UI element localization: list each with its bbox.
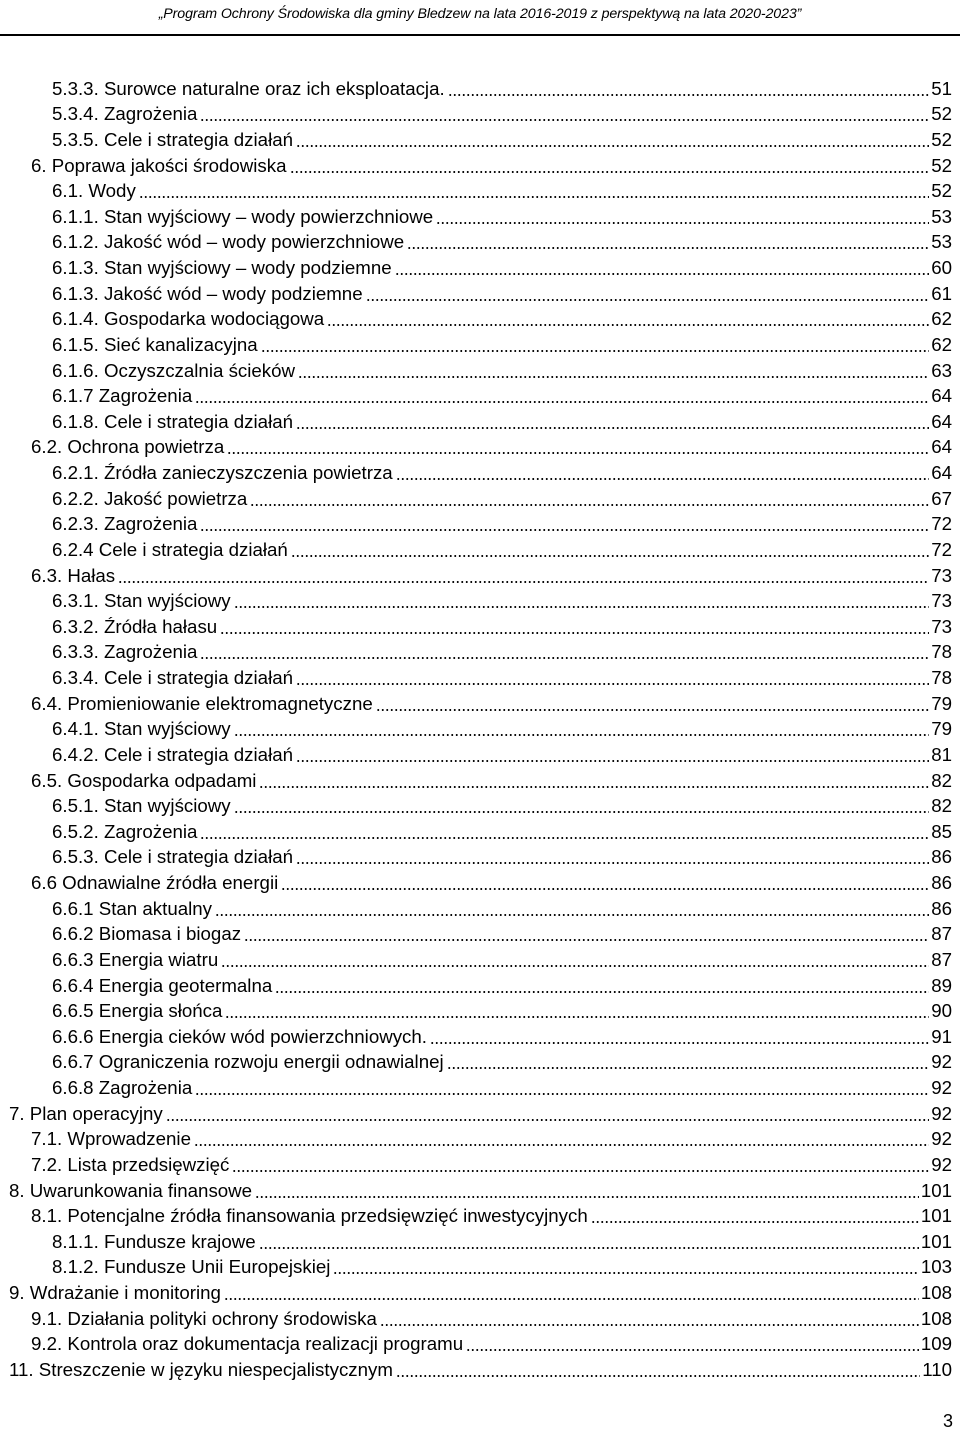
dot-leader (380, 1309, 919, 1327)
toc-entry[interactable] (0, 1304, 960, 1330)
toc-entry-page: 87 (931, 923, 952, 945)
toc-entry[interactable] (0, 1330, 960, 1356)
toc-entry-title: 6.3.3. Zagrożenia (52, 641, 198, 663)
toc-entry-page: 103 (920, 1256, 952, 1278)
toc-entry-page: 62 (931, 333, 952, 355)
toc-entry[interactable] (0, 407, 960, 433)
toc-entry-page: 61 (931, 282, 952, 304)
toc-entry[interactable] (0, 663, 960, 689)
dot-leader (396, 1360, 920, 1378)
toc-entry-page: 101 (920, 1230, 952, 1252)
toc-entry-title: 6.1.8. Cele i strategia działań (52, 410, 294, 432)
toc-entry-title: 6.2.2. Jakość powietrza (52, 487, 248, 509)
toc-entry[interactable] (0, 279, 960, 305)
toc-entry-page: 60 (931, 257, 952, 278)
toc-entry[interactable] (0, 433, 960, 459)
dot-leader (396, 463, 930, 481)
toc-entry-page: 73 (931, 564, 952, 586)
dot-leader (447, 1052, 930, 1070)
toc-entry-page: 78 (931, 667, 952, 688)
dot-leader (225, 1001, 929, 1019)
toc-entry-title: 6.1.7 Zagrożenia (52, 385, 193, 407)
dot-leader (291, 540, 929, 558)
dot-leader (215, 899, 929, 917)
toc-entry[interactable] (0, 535, 960, 561)
toc-entry-page: 86 (931, 846, 952, 868)
toc-entry[interactable] (0, 458, 960, 484)
toc-entry-title: 7.1. Wprowadzenie (31, 1128, 191, 1150)
toc-entry[interactable] (0, 228, 960, 254)
toc-entry-page: 53 (931, 205, 952, 227)
toc-entry-page: 101 (920, 1179, 952, 1201)
toc-entry-page: 87 (931, 948, 952, 970)
toc-entry-page: 78 (931, 641, 952, 663)
dot-leader (224, 1283, 919, 1301)
toc-entry-title: 8. Uwarunkowania finansowe (9, 1179, 253, 1201)
toc-entry[interactable] (0, 792, 960, 818)
toc-entry[interactable] (0, 253, 960, 279)
toc-entry-title: 6.5.1. Stan wyjściowy (52, 795, 231, 817)
dot-leader (234, 719, 930, 737)
toc-entry-title: 11. Streszczenie w języku niespecjalistycznym (9, 1358, 393, 1380)
dot-leader (232, 1155, 929, 1173)
toc-entry-page: 82 (931, 795, 952, 817)
dot-leader (227, 437, 929, 455)
toc-entry-page: 108 (920, 1282, 952, 1303)
toc-entry-page: 86 (931, 897, 952, 919)
dot-leader (194, 1129, 929, 1147)
dot-leader (195, 386, 929, 404)
toc-entry[interactable] (0, 638, 960, 664)
toc-entry-page: 67 (931, 487, 952, 509)
dot-leader (221, 950, 929, 968)
dot-leader (436, 207, 929, 225)
toc-entry-page: 51 (931, 77, 952, 99)
toc-entry-page: 64 (931, 410, 952, 432)
toc-entry-page: 91 (931, 1025, 952, 1047)
dot-leader (118, 566, 929, 584)
toc-entry-page: 64 (931, 436, 952, 458)
dot-leader (448, 79, 930, 97)
toc-entry-title: 6.1.2. Jakość wód – wody powierzchniowe (52, 231, 405, 253)
toc-entry-page: 52 (931, 180, 952, 202)
toc-entry[interactable] (0, 997, 960, 1023)
toc-entry-title: 6.6.3 Energia wiatru (52, 948, 219, 970)
toc-entry[interactable] (0, 484, 960, 510)
toc-entry-page: 79 (931, 692, 952, 714)
toc-entry[interactable] (0, 715, 960, 741)
toc-entry[interactable] (0, 1176, 960, 1202)
dot-leader (259, 1232, 919, 1250)
toc-entry[interactable] (0, 689, 960, 715)
toc-entry-page: 53 (931, 231, 952, 253)
dot-leader (430, 1027, 929, 1045)
dot-leader (220, 617, 929, 635)
dot-leader (296, 130, 929, 148)
dot-leader (244, 924, 929, 942)
toc-entry[interactable] (0, 125, 960, 151)
toc-entry[interactable] (0, 1253, 960, 1279)
toc-entry-title: 6.5.2. Zagrożenia (52, 820, 198, 842)
toc-entry[interactable] (0, 74, 960, 100)
toc-entry-title: 5.3.5. Cele i strategia działań (52, 128, 294, 150)
toc-entry[interactable] (0, 1150, 960, 1176)
toc-entry-title: 8.1.1. Fundusze krajowe (52, 1230, 256, 1252)
dot-leader (275, 976, 929, 994)
dot-leader (333, 1257, 918, 1275)
toc-entry-title: 6.3. Hałas (31, 564, 116, 586)
dot-leader (166, 1104, 929, 1122)
toc-entry[interactable] (0, 1073, 960, 1099)
toc-entry[interactable] (0, 1202, 960, 1228)
toc-entry[interactable] (0, 330, 960, 356)
toc-entry-title: 6.4.2. Cele i strategia działań (52, 743, 294, 765)
toc-entry[interactable] (0, 1278, 960, 1304)
toc-entry[interactable] (0, 740, 960, 766)
toc-entry-page: 81 (931, 743, 952, 765)
toc-entry-page: 92 (931, 1051, 952, 1073)
toc-entry[interactable] (0, 894, 960, 920)
toc-entry-title: 7.2. Lista przedsięwzięć (31, 1153, 230, 1175)
toc-entry-page: 63 (931, 359, 952, 381)
toc-entry-page: 92 (931, 1128, 952, 1150)
toc-entry-title: 6.2.4 Cele i strategia działań (52, 538, 288, 560)
toc-entry-page: 82 (931, 769, 952, 791)
toc-entry[interactable] (0, 356, 960, 382)
dot-leader (234, 591, 930, 609)
toc-entry-title: 6. Poprawa jakości środowiska (31, 154, 287, 176)
toc-entry-page: 52 (931, 103, 952, 125)
toc-entry[interactable] (0, 1125, 960, 1151)
toc-entry-title: 6.1.3. Stan wyjściowy – wody podziemne (52, 257, 392, 278)
toc-entry-page: 64 (931, 385, 952, 407)
toc-entry-title: 7. Plan operacyjny (9, 1102, 163, 1124)
toc-entry[interactable] (0, 100, 960, 126)
toc-entry[interactable] (0, 817, 960, 843)
toc-entry-page: 73 (931, 590, 952, 612)
toc-entry-page: 79 (931, 718, 952, 740)
dot-leader (298, 361, 929, 379)
toc-entry[interactable] (0, 1022, 960, 1048)
toc-entry[interactable] (0, 945, 960, 971)
toc-entry-page: 72 (931, 513, 952, 535)
toc-entry[interactable] (0, 1355, 960, 1381)
toc-entry-title: 6.5. Gospodarka odpadami (31, 769, 257, 791)
toc-entry[interactable] (0, 151, 960, 177)
toc-entry-page: 52 (931, 128, 952, 150)
toc-entry-page: 110 (922, 1358, 952, 1380)
toc-entry-title: 6.6 Odnawialne źródła energii (31, 872, 279, 893)
toc-entry-page: 52 (931, 154, 952, 176)
toc-entry-title: 6.6.4 Energia geotermalna (52, 974, 273, 996)
toc-entry[interactable] (0, 868, 960, 894)
dot-leader (296, 745, 929, 763)
toc-entry-title: 6.1.1. Stan wyjściowy – wody powierzchniowe (52, 205, 434, 227)
toc-entry[interactable] (0, 177, 960, 203)
toc-entry-title: 9. Wdrażanie i monitoring (9, 1282, 221, 1303)
dot-leader (250, 489, 929, 507)
dot-leader (296, 847, 929, 865)
toc-entry-page: 64 (931, 462, 952, 483)
toc-entry[interactable] (0, 971, 960, 997)
page-number: 3 (942, 1411, 953, 1431)
toc-entry-title: 5.3.4. Zagrożenia (52, 103, 198, 125)
dot-leader (195, 1078, 929, 1096)
toc-entry-title: 6.6.2 Biomasa i biogaz (52, 923, 242, 945)
toc-entry[interactable] (0, 1048, 960, 1074)
toc-entry-page: 72 (931, 538, 952, 560)
dot-leader (296, 412, 929, 430)
toc-entry-title: 5.3.3. Surowce naturalne oraz ich eksploatacja. (52, 77, 445, 99)
toc-entry[interactable] (0, 612, 960, 638)
toc-entry-page: 92 (931, 1153, 952, 1175)
toc-entry-page: 92 (931, 1102, 952, 1124)
toc-entry-title: 6.1.6. Oczyszczalnia ścieków (52, 359, 296, 381)
toc-entry-page: 85 (931, 820, 952, 842)
dot-leader (200, 822, 929, 840)
toc-entry-page: 90 (931, 1000, 952, 1022)
toc-entry-title: 9.1. Działania polityki ochrony środowiska (31, 1307, 377, 1329)
toc-entry-page: 62 (931, 308, 952, 330)
toc-entry-title: 6.4. Promieniowanie elektromagnetyczne (31, 692, 373, 714)
toc-entry[interactable] (0, 382, 960, 408)
toc-entry-title: 6.1.4. Gospodarka wodociągowa (52, 308, 325, 330)
header-title: „Program Ochrony Środowiska dla gminy Bledzew na lata 2016-2019 z perspektywą na lata 2020-2023” (158, 6, 802, 22)
toc-entry-title: 6.1. Wody (52, 180, 136, 202)
toc-entry-title: 6.5.3. Cele i strategia działań (52, 846, 294, 868)
toc-entry-title: 6.6.5 Energia słońca (52, 1000, 223, 1022)
toc-entry-title: 6.2. Ochrona powietrza (31, 436, 225, 458)
toc-entry-title: 8.1.2. Fundusze Unii Europejskiej (52, 1256, 331, 1278)
dot-leader (366, 284, 930, 302)
toc-entry-title: 6.3.1. Stan wyjściowy (52, 590, 231, 612)
dot-leader (466, 1334, 919, 1352)
toc-entry[interactable] (0, 561, 960, 587)
dot-leader (261, 335, 930, 353)
toc-entry[interactable] (0, 305, 960, 331)
dot-leader (296, 668, 929, 686)
dot-leader (395, 258, 930, 276)
toc-entry-title: 6.1.3. Jakość wód – wody podziemne (52, 282, 363, 304)
toc-entry-title: 6.6.8 Zagrożenia (52, 1077, 193, 1098)
dot-leader (281, 873, 929, 891)
dot-leader (327, 309, 929, 327)
dot-leader (259, 771, 929, 789)
toc-entry-title: 6.6.7 Ograniczenia rozwoju energii odnawialnej (52, 1051, 444, 1073)
toc-entry-page: 108 (920, 1307, 952, 1329)
dot-leader (255, 1181, 919, 1199)
toc-entry-title: 6.6.1 Stan aktualny (52, 897, 212, 919)
toc-entry-page: 73 (931, 615, 952, 637)
dot-leader (376, 694, 929, 712)
toc-entry-title: 6.2.1. Źródła zanieczyszczenia powietrza (52, 462, 393, 483)
toc-entry-title: 6.6.6 Energia cieków wód powierzchniowych. (52, 1025, 427, 1047)
dot-leader (200, 514, 929, 532)
toc-entry[interactable] (0, 1099, 960, 1125)
toc-entry[interactable] (0, 202, 960, 228)
dot-leader (234, 796, 930, 814)
toc-entry-page: 89 (931, 974, 952, 996)
table-of-contents (0, 74, 960, 1381)
toc-entry-title: 6.2.3. Zagrożenia (52, 513, 198, 535)
toc-entry-title: 6.3.4. Cele i strategia działań (52, 667, 294, 688)
toc-entry[interactable] (0, 920, 960, 946)
dot-leader (200, 642, 929, 660)
toc-entry[interactable] (0, 766, 960, 792)
toc-entry-page: 92 (931, 1077, 952, 1098)
dot-leader (139, 181, 929, 199)
dot-leader (290, 156, 930, 174)
toc-entry[interactable] (0, 1227, 960, 1253)
toc-entry[interactable] (0, 587, 960, 613)
toc-entry[interactable] (0, 510, 960, 536)
toc-entry[interactable] (0, 843, 960, 869)
toc-entry-title: 6.1.5. Sieć kanalizacyjna (52, 333, 258, 355)
dot-leader (200, 104, 929, 122)
toc-entry-title: 6.4.1. Stan wyjściowy (52, 718, 231, 740)
toc-entry-page: 86 (931, 872, 952, 893)
toc-entry-page: 109 (920, 1333, 952, 1355)
dot-leader (591, 1206, 919, 1224)
page-header (0, 0, 960, 36)
toc-entry-title: 8.1. Potencjalne źródła finansowania przedsięwzięć inwestycyjnych (31, 1205, 588, 1227)
dot-leader (407, 232, 929, 250)
toc-entry-page: 101 (920, 1205, 952, 1227)
toc-entry-title: 6.3.2. Źródła hałasu (52, 615, 218, 637)
toc-entry-title: 9.2. Kontrola oraz dokumentacja realizacji programu (31, 1333, 464, 1355)
